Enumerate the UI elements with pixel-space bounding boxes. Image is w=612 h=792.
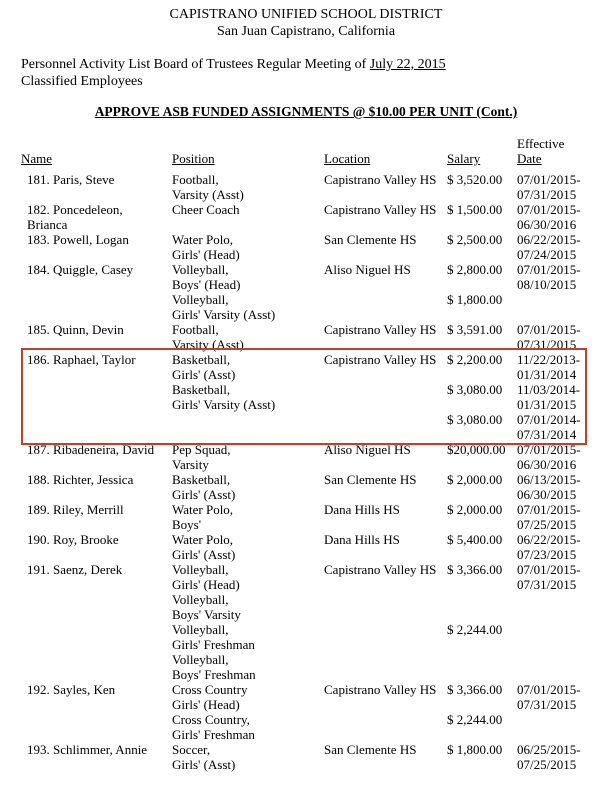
position-text: Girls' (Head) <box>172 697 240 712</box>
position-text: Girls' Freshman <box>172 727 255 742</box>
position-text: Girls' (Head) <box>172 247 240 262</box>
employee-name: 182. Poncedeleon, <box>27 202 123 217</box>
effective-date-text: 07/31/2015 <box>517 577 577 592</box>
position-text: Volleyball, <box>172 262 229 277</box>
position-text: Basketball, <box>172 382 231 397</box>
position-text: Girls' Varsity (Asst) <box>172 397 276 412</box>
effective-date-text: 07/31/2015 <box>517 337 577 352</box>
position-text: Water Polo, <box>172 532 234 547</box>
position-text: Varsity (Asst) <box>172 187 244 202</box>
salary-text: $ 2,244.00 <box>447 622 503 637</box>
highlight-box <box>21 348 587 445</box>
position-text: Volleyball, <box>172 622 229 637</box>
effective-date-text: 06/13/2015- <box>517 472 581 487</box>
effective-date-text: 07/23/2015 <box>517 547 577 562</box>
position-text: Girls' (Asst) <box>172 367 236 382</box>
effective-date-text: 07/01/2015- <box>517 562 581 577</box>
position-text: Varsity (Asst) <box>172 337 244 352</box>
employee-name: 188. Richter, Jessica <box>27 472 134 487</box>
position-text: Varsity <box>172 457 209 472</box>
column-header-name: Name <box>21 151 53 166</box>
location-text: San Clemente HS <box>324 742 417 757</box>
salary-text: $ 2,244.00 <box>447 712 503 727</box>
position-text: Cross Country <box>172 682 248 697</box>
effective-date-text: 06/25/2015- <box>517 742 581 757</box>
position-text: Soccer, <box>172 742 211 757</box>
employee-name: 190. Roy, Brooke <box>27 532 119 547</box>
position-text: Cheer Coach <box>172 202 240 217</box>
position-text: Volleyball, <box>172 292 229 307</box>
table-row <box>0 232 612 262</box>
employee-name: Brianca <box>27 217 68 232</box>
position-text: Girls' (Asst) <box>172 547 236 562</box>
meeting-prefix: Personnel Activity List Board of Trustees Regular Meeting of <box>21 57 370 72</box>
table-row <box>0 202 612 232</box>
meeting-line <box>21 56 446 73</box>
position-text: Girls' (Asst) <box>172 487 236 502</box>
location-text: Capistrano Valley HS <box>324 322 437 337</box>
salary-text: $ 1,800.00 <box>447 292 503 307</box>
location-text: Aliso Niguel HS <box>324 442 411 457</box>
salary-text: $ 1,800.00 <box>447 742 503 757</box>
employee-name: 185. Quinn, Devin <box>27 322 124 337</box>
table-row <box>0 472 612 502</box>
salary-text: $ 3,080.00 <box>447 382 503 397</box>
effective-date-text: 11/22/2013- <box>517 352 581 367</box>
position-text: Girls' Freshman <box>172 637 255 652</box>
effective-date-text: 06/30/2015 <box>517 487 577 502</box>
column-header-date: Date <box>517 151 542 166</box>
effective-date-text: 07/01/2015- <box>517 442 581 457</box>
employee-name: 191. Saenz, Derek <box>27 562 123 577</box>
position-text: Football, <box>172 172 219 187</box>
salary-text: $ 3,520.00 <box>447 172 503 187</box>
employee-name: 181. Paris, Steve <box>27 172 115 187</box>
position-text: Boys' Varsity <box>172 607 241 622</box>
salary-text: $ 1,500.00 <box>447 202 503 217</box>
position-text: Boys' Freshman <box>172 667 256 682</box>
effective-date-text: 07/01/2015- <box>517 682 581 697</box>
effective-date-text: 06/30/2016 <box>517 457 577 472</box>
employee-name: 192. Sayles, Ken <box>27 682 116 697</box>
position-text: Girls' (Asst) <box>172 757 236 772</box>
salary-text: $ 3,366.00 <box>447 562 503 577</box>
location-text: Capistrano Valley HS <box>324 682 437 697</box>
effective-date-text: 07/01/2015- <box>517 322 581 337</box>
location-text: Dana Hills HS <box>324 532 400 547</box>
location-text: Capistrano Valley HS <box>324 202 437 217</box>
effective-date-text: 07/31/2015 <box>517 697 577 712</box>
position-text: Volleyball, <box>172 592 229 607</box>
salary-text: $ 2,000.00 <box>447 472 503 487</box>
position-text: Volleyball, <box>172 562 229 577</box>
effective-date-text: 07/01/2014- <box>517 412 581 427</box>
meeting-date: July 22, 2015 <box>369 57 446 72</box>
column-header-location: Location <box>324 151 371 166</box>
employee-name: 193. Schlimmer, Annie <box>27 742 148 757</box>
position-text: Water Polo, <box>172 502 234 517</box>
salary-text: $ 2,800.00 <box>447 262 503 277</box>
salary-text: $ 2,200.00 <box>447 352 503 367</box>
position-text: Basketball, <box>172 352 231 367</box>
effective-date-text: 07/31/2014 <box>517 427 577 442</box>
section-title: APPROVE ASB FUNDED ASSIGNMENTS @ $10.00 PER UNIT (Cont.) <box>94 104 518 119</box>
employee-name: 183. Powell, Logan <box>27 232 129 247</box>
table-row <box>0 532 612 562</box>
position-text: Boys' (Head) <box>172 277 241 292</box>
personnel-table <box>0 172 612 772</box>
column-header-salary: Salary <box>447 151 481 166</box>
location-text: Aliso Niguel HS <box>324 262 411 277</box>
effective-date-text: 08/10/2015 <box>517 277 577 292</box>
effective-date-text: 01/31/2014 <box>517 367 577 382</box>
effective-date-text: 07/01/2015- <box>517 202 581 217</box>
salary-text: $ 2,500.00 <box>447 232 503 247</box>
table-row <box>0 442 612 472</box>
salary-text: $ 5,400.00 <box>447 532 503 547</box>
effective-date-text: 07/01/2015- <box>517 502 581 517</box>
location-text: Capistrano Valley HS <box>324 352 437 367</box>
location-text: Dana Hills HS <box>324 502 400 517</box>
employee-name: 184. Quiggle, Casey <box>27 262 134 277</box>
effective-date-text: 06/22/2015- <box>517 532 581 547</box>
employee-name: 187. Ribadeneira, David <box>27 442 155 457</box>
position-text: Pep Squad, <box>172 442 231 457</box>
salary-text: $ 3,591.00 <box>447 322 503 337</box>
position-text: Football, <box>172 322 219 337</box>
table-row <box>0 262 612 322</box>
table-row <box>0 172 612 202</box>
position-text: Water Polo, <box>172 232 234 247</box>
effective-date-text: 11/03/2014- <box>517 382 581 397</box>
salary-text: $20,000.00 <box>447 442 506 457</box>
location-text: San Clemente HS <box>324 472 417 487</box>
effective-date-text: 06/30/2016 <box>517 217 577 232</box>
effective-date-text: 06/22/2015- <box>517 232 581 247</box>
table-row <box>0 502 612 532</box>
position-text: Girls' (Head) <box>172 577 240 592</box>
table-row <box>0 562 612 682</box>
effective-date-text: 07/01/2015- <box>517 262 581 277</box>
salary-text: $ 3,080.00 <box>447 412 503 427</box>
table-row <box>0 742 612 772</box>
effective-date-text: 07/25/2015 <box>517 517 577 532</box>
employee-name: 186. Raphael, Taylor <box>27 352 136 367</box>
table-row <box>0 682 612 742</box>
location-text: San Clemente HS <box>324 232 417 247</box>
position-text: Basketball, <box>172 472 231 487</box>
position-text: Volleyball, <box>172 652 229 667</box>
effective-date-text: 07/01/2015- <box>517 172 581 187</box>
position-text: Girls' Varsity (Asst) <box>172 307 276 322</box>
effective-date-text: 07/24/2015 <box>517 247 577 262</box>
employee-type: Classified Employees <box>21 74 143 89</box>
effective-date-text: 07/31/2015 <box>517 187 577 202</box>
effective-date-text: 07/25/2015 <box>517 757 577 772</box>
salary-text: $ 3,366.00 <box>447 682 503 697</box>
position-text: Boys' <box>172 517 202 532</box>
district-city: San Juan Capistrano, California <box>216 24 396 39</box>
employee-name: 189. Riley, Merrill <box>27 502 124 517</box>
column-header-effective: Effective <box>517 136 565 151</box>
location-text: Capistrano Valley HS <box>324 172 437 187</box>
salary-text: $ 2,000.00 <box>447 502 503 517</box>
position-text: Cross Country, <box>172 712 250 727</box>
district-title: CAPISTRANO UNIFIED SCHOOL DISTRICT <box>169 7 443 22</box>
column-header-position: Position <box>172 151 215 166</box>
effective-date-text: 01/31/2015 <box>517 397 577 412</box>
location-text: Capistrano Valley HS <box>324 562 437 577</box>
